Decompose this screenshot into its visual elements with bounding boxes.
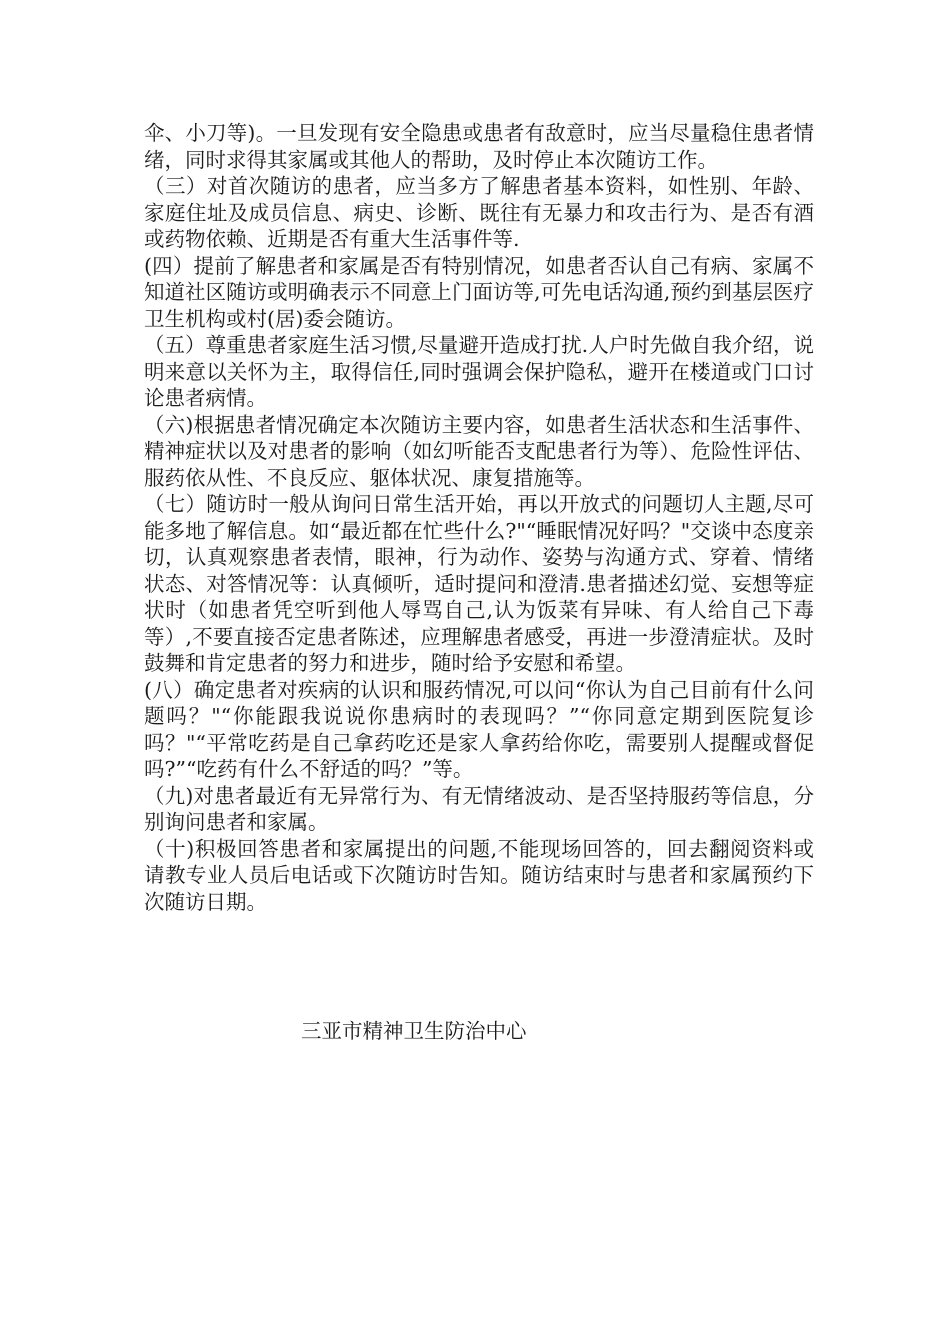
paragraph-item-9: （九)对患者最近有无异常行为、有无情绪波动、是否坚持服药等信息，分别询问患者和家属。 [144, 783, 814, 834]
paragraph-safety-continuation: 伞、小刀等)。一旦发现有安全隐患或患者有敌意时，应当尽量稳住患者情绪，同时求得其家属或其他人的帮助，及时停止本次随访工作。 [144, 121, 814, 172]
paragraph-item-3: （三）对首次随访的患者，应当多方了解患者基本资料，如性别、年龄、家庭住址及成员信息、病史、诊断、既往有无暴力和攻击行为、是否有酒或药物依赖、近期是否有重大生活事件等. [144, 174, 814, 251]
paragraph-item-6: （六)根据患者情况确定本次随访主要内容，如患者生活状态和生活事件、精神症状以及对患者的影响（如幻听能否支配患者行为等）、危险性评估、服药依从性、不良反应、躯体状况、康复措施等。 [144, 412, 814, 490]
paragraph-item-10: （十)积极回答患者和家属提出的问题,不能现场回答的，回去翻阅资料或请教专业人员后电话或下次随访时告知。随访结束时与患者和家属预约下次随访日期。 [144, 836, 814, 914]
paragraph-item-5: （五）尊重患者家庭生活习惯,尽量避开造成打扰.人户时先做自我介绍，说明来意以关怀为主，取得信任,同时强调会保护隐私，避开在楼道或门口讨论患者病情。 [144, 333, 814, 410]
document-body [144, 120, 814, 915]
issuer-signature: 三亚市精神卫生防治中心 [301, 1019, 527, 1043]
paragraph-item-8: (八）确定患者对疾病的认识和服药情况,可以问“你认为自己目前有什么问题吗？"“你能跟我说说你患病时的表现吗？”“你同意定期到医院复诊吗？"“平常吃药是自己拿药吃还是家人拿药给你吃，需要别人提醒或督促吗?”“吃药有什么不舒适的吗？”等。 [144, 677, 814, 781]
paragraph-item-4: (四）提前了解患者和家属是否有特别情况，如患者否认自己有病、家属不知道社区随访或明确表示不同意上门面访等,可先电话沟通,预约到基层医疗卫生机构或村(居)委会随访。 [144, 253, 814, 331]
paragraph-item-7: （七）随访时一般从询问日常生活开始，再以开放式的问题切人主题,尽可能多地了解信息。如“最近都在忙些什么?"“睡眠情况好吗？"交谈中态度亲切，认真观察患者表情，眼神，行为动作、姿势与沟通方式、穿着、情绪状态、对答情况等：认真倾听，适时提问和澄清.患者描述幻觉、妄想等症状时（如患者凭空听到他人辱骂自己,认为饭菜有异味、有人给自己下毒等）,不要直接否定患者陈述，应理解患者感受，再进一步澄清症状。及时鼓舞和肯定患者的努力和进步，随时给予安慰和希望。 [144, 492, 814, 675]
